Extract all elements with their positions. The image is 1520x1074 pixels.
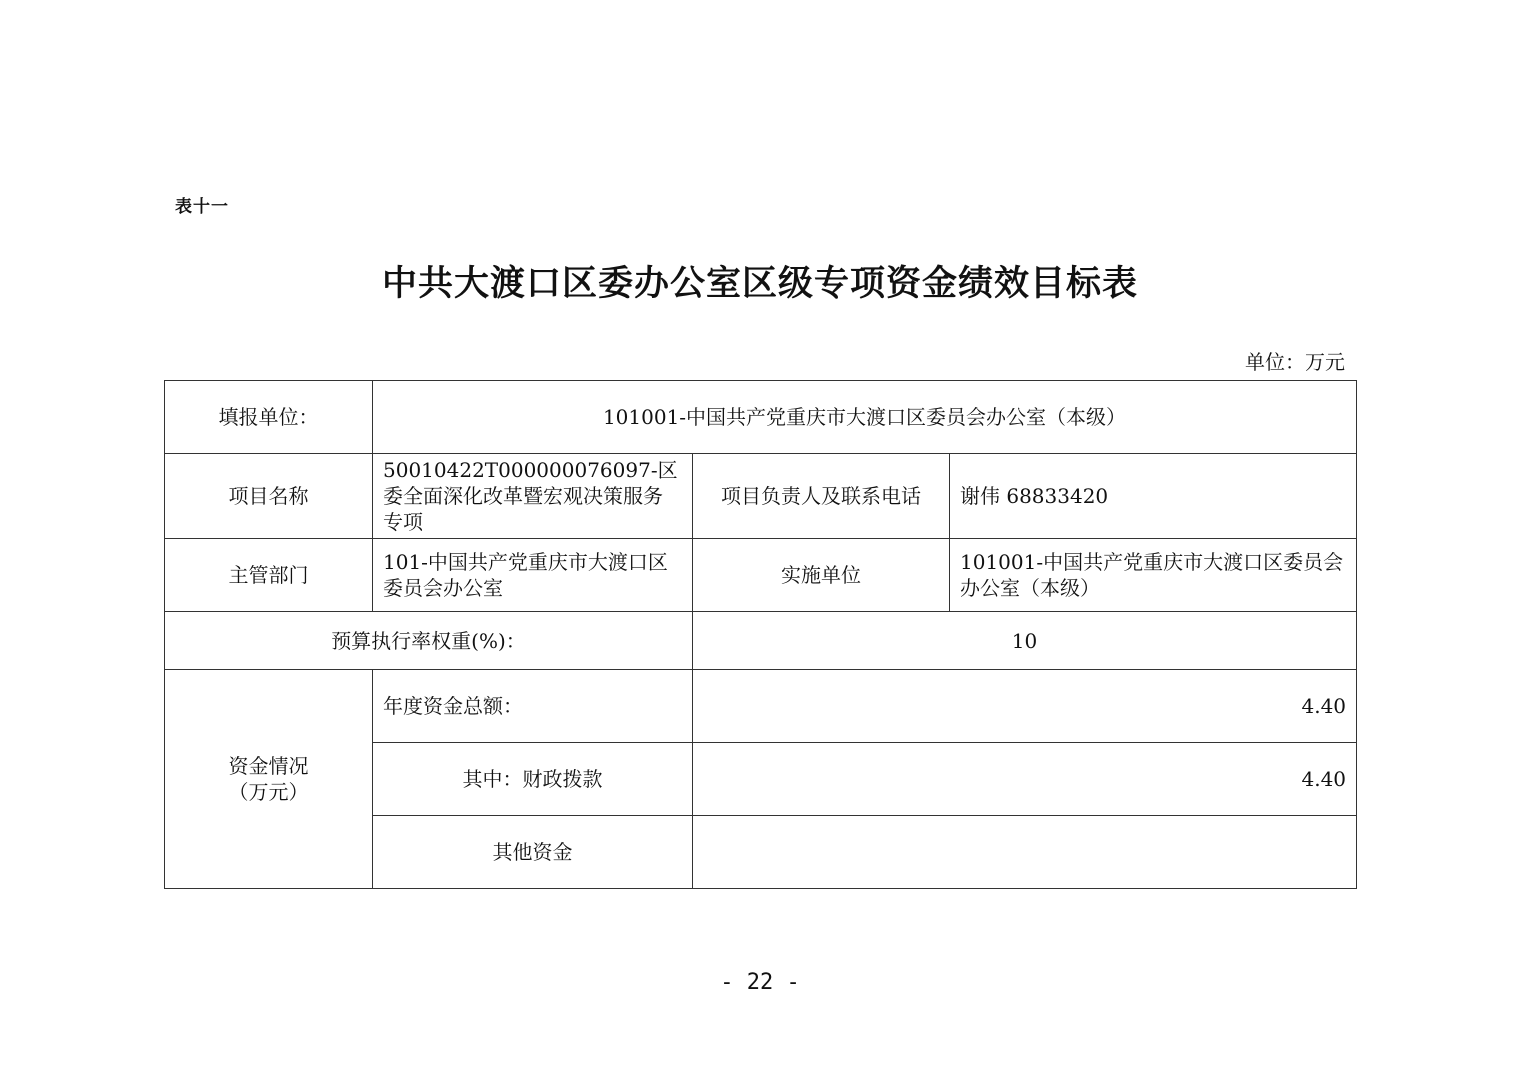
budget-weight-label: 预算执行率权重(%)：	[165, 612, 693, 670]
contact-value: 谢伟 68833420	[950, 454, 1357, 539]
project-name-label: 项目名称	[165, 454, 373, 539]
document-title: 中共大渡口区委办公室区级专项资金绩效目标表	[381, 263, 1138, 304]
budget-weight-value: 10	[693, 612, 1357, 670]
dept-value: 101-中国共产党重庆市大渡口区委员会办公室	[373, 539, 693, 612]
funds-label-line1: 资金情况	[228, 754, 309, 778]
contact-label: 项目负责人及联系电话	[693, 454, 950, 539]
funds-label	[165, 670, 373, 889]
unit-label: 单位：万元	[1245, 350, 1345, 374]
performance-target-table	[164, 380, 1357, 889]
table-number: 表十一	[175, 197, 229, 217]
reporting-unit-label: 填报单位：	[165, 381, 373, 454]
table-row	[165, 612, 1357, 670]
fiscal-allocation-label: 其中：财政拨款	[373, 743, 693, 816]
funds-label-line2: （万元）	[228, 780, 309, 804]
dept-label: 主管部门	[165, 539, 373, 612]
annual-total-label: 年度资金总额：	[373, 670, 693, 743]
other-funds-value	[693, 816, 1357, 889]
table-row	[165, 670, 1357, 743]
reporting-unit-value: 101001-中国共产党重庆市大渡口区委员会办公室（本级）	[373, 381, 1357, 454]
impl-unit-label: 实施单位	[693, 539, 950, 612]
table-row	[165, 381, 1357, 454]
annual-total-value: 4.40	[693, 670, 1357, 743]
project-name-value: 50010422T000000076097-区委全面深化改革暨宏观决策服务专项	[373, 454, 693, 539]
fiscal-allocation-value: 4.40	[693, 743, 1357, 816]
table-row	[165, 454, 1357, 539]
table-row	[165, 539, 1357, 612]
page-number: - 22 -	[720, 970, 800, 995]
other-funds-label: 其他资金	[373, 816, 693, 889]
impl-unit-value: 101001-中国共产党重庆市大渡口区委员会办公室（本级）	[950, 539, 1357, 612]
